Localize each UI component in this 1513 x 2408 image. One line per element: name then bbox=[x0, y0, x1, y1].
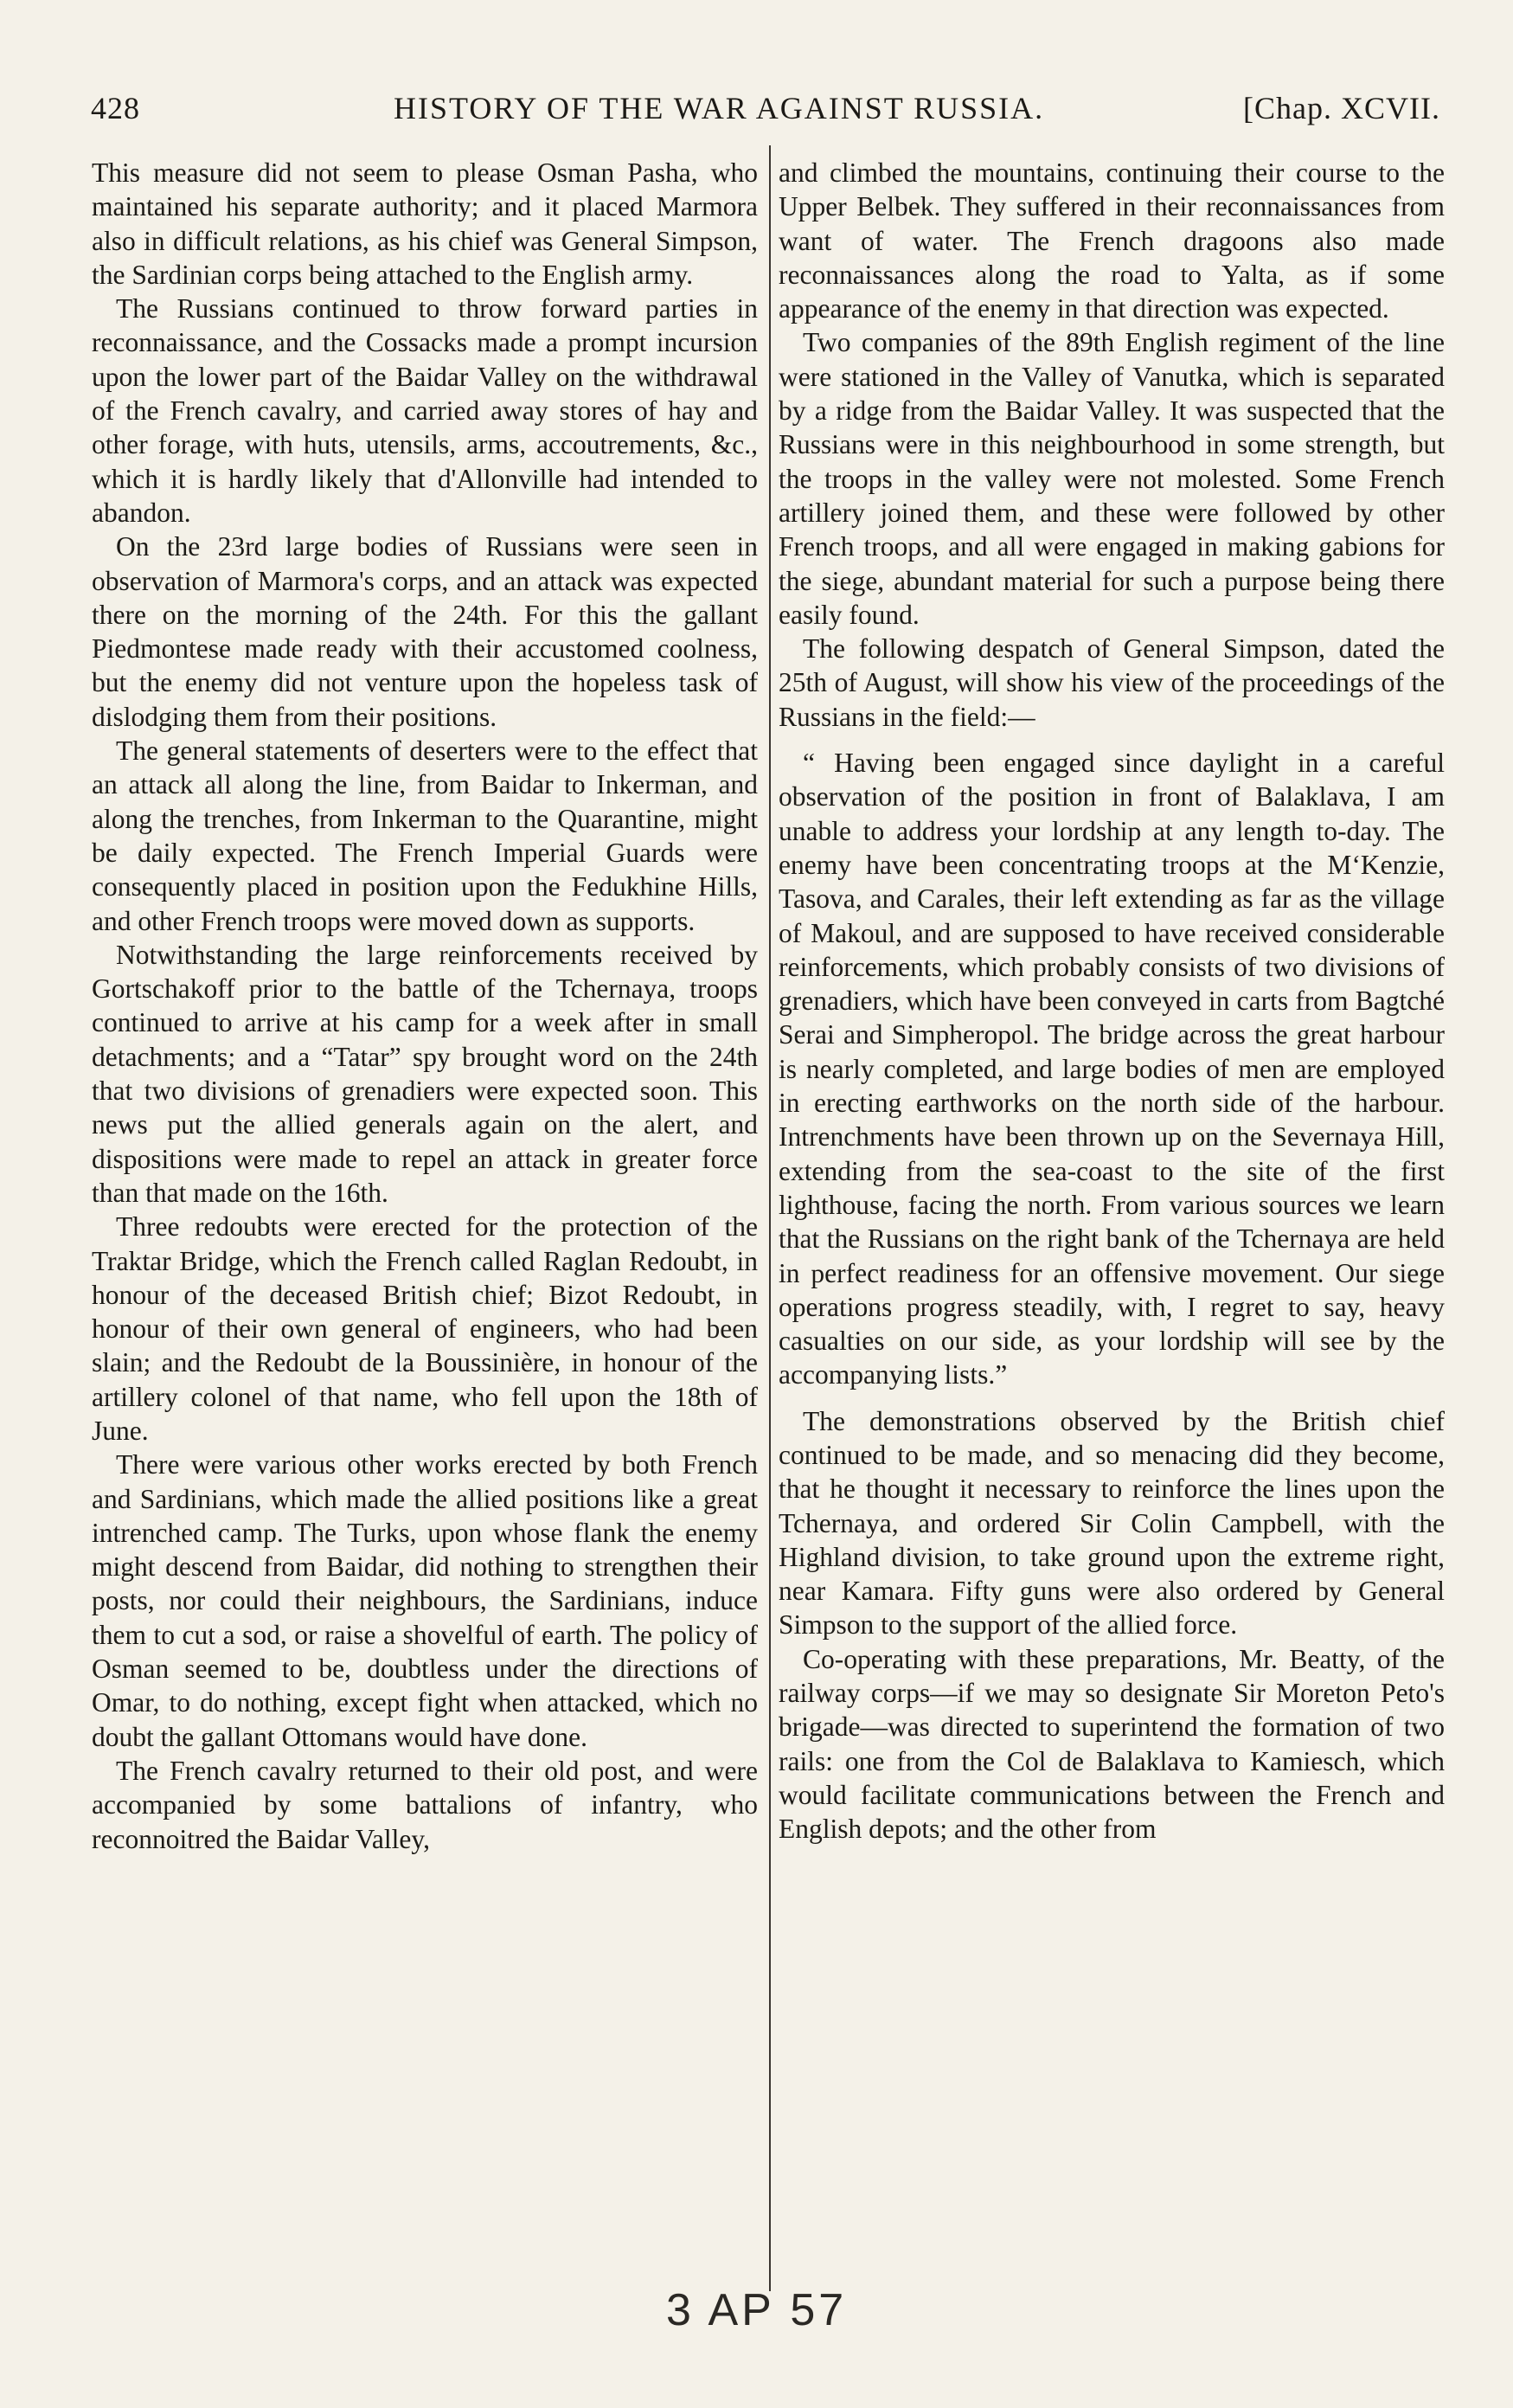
page-number: 428 bbox=[91, 91, 140, 125]
paragraph: On the 23rd large bodies of Russians were seen in observation of Marmora's corps, and an attack was expected there on the morning of the 24th. For this the gallant Piedmontese made ready with their accustomed coolness, but the enemy did not venture upon the hopeless task of dislodging them from their positions. bbox=[92, 531, 758, 732]
paragraph: There were various other works erected by both French and Sardinians, which made the allied positions like a great intrenched camp. The Turks, upon whose flank the enemy might descend from Baidar, did nothing to strengthen their posts, nor could their neighbours, the Sardinians, induce them to cut a sod, or raise a shovelful of earth. The policy of Osman seemed to be, doubtless under the directions of Omar, to do nothing, except fight when attacked, which no doubt the gallant Ottomans would have done. bbox=[92, 1449, 758, 1752]
column-divider bbox=[769, 145, 771, 2291]
paragraph: This measure did not seem to please Osman Pasha, who maintained his separate authority; and it placed Marmora also in difficult relations, as his chief was General Simpson, the Sardinian corps being attached to the English army. bbox=[92, 157, 758, 290]
paragraph: The demonstrations observed by the British chief continued to be made, and so menacing did they become, that he thought it necessary to reinforce the lines upon the Tchernaya, and ordered Sir Colin Campbell, with the Highland division, to take ground upon the extreme right, near Kamara. Fifty guns were also ordered by General Simpson to the support of the allied force. bbox=[779, 1405, 1445, 1641]
right-column bbox=[779, 156, 1445, 2284]
paragraph: Co-operating with these preparations, Mr. Beatty, of the railway corps—if we may so designate Sir Moreton Peto's brigade—was directed to superintend the formation of two rails: one from the Col de Balaklava to Kamiesch, which would facilitate communications between the French and English depots; and the other from bbox=[779, 1643, 1445, 1845]
paragraph: Two companies of the 89th English regiment of the line were stationed in the Valley of Vanutka, which is separated by a ridge from the Baidar Valley. It was suspected that the Russians were in this neighbourhood in some strength, but the troops in the valley were not molested. Some French artillery joined them, and these were followed by other French troops, and all were engaged in making gabions for the siege, abundant material for such a purpose being there easily found. bbox=[779, 327, 1445, 630]
left-column bbox=[92, 156, 758, 2284]
chapter-label: [Chap. XCVII. bbox=[1243, 91, 1440, 125]
paragraph: The following despatch of General Simpson, dated the 25th of August, will show his view of the proceedings of the Russians in the field:— bbox=[779, 633, 1445, 732]
paragraph: The French cavalry returned to their old post, and were accompanied by some battalions of infantry, who reconnoitred the Baidar Valley, bbox=[92, 1755, 758, 1854]
running-title: HISTORY OF THE WAR AGAINST RUSSIA. bbox=[394, 91, 1045, 125]
paragraph: The general statements of deserters were to the effect that an attack all along the line, from Baidar to Inkerman, and along the trenches, from Inkerman to the Quarantine, might be daily expected. The French Imperial Guards were consequently placed in position upon the Fedukhine Hills, and other French troops were moved down as supports. bbox=[92, 735, 758, 936]
paragraph: Notwithstanding the large reinforcements received by Gortschakoff prior to the battle of the Tchernaya, troops continued to arrive at his camp for a week after in small detachments; and a “Tatar” spy brought word on the 24th that two divisions of grenadiers were expected soon. This news put the allied generals again on the alert, and dispositions were made to repel an attack in greater force than that made on the 16th. bbox=[92, 939, 758, 1208]
paragraph: and climbed the mountains, continuing their course to the Upper Belbek. They suffered in their reconnaissances from want of water. The French dragoons also made reconnaissances along the road to Yalta, as if some appearance of the enemy in that direction was expected. bbox=[779, 157, 1445, 324]
paragraph: Three redoubts were erected for the protection of the Traktar Bridge, which the French called Raglan Redoubt, in honour of the deceased British chief; Bizot Redoubt, in honour of their own general of engineers, who had been slain; and the Redoubt de la Boussinière, in honour of the artillery colonel of that name, who fell upon the 18th of June. bbox=[92, 1211, 758, 1446]
signature-mark: 3 AP 57 bbox=[666, 2285, 848, 2335]
paragraph: The Russians continued to throw forward parties in reconnaissance, and the Cossacks made a prompt incursion upon the lower part of the Baidar Valley on the withdrawal of the French cavalry, and carried away stores of hay and other forage, with huts, utensils, arms, accoutrements, &c., which it is hardly likely that d'Allonville had intended to abandon. bbox=[92, 293, 758, 528]
despatch-quote: “ Having been engaged since daylight in a careful observation of the position in front of Balaklava, I am unable to address your lordship at any length to-day. The enemy have been concentrating troops at the M‘Kenzie, Tasova, and Carales, their left extending as far as the village of Makoul, and are supposed to have received considerable reinforcements, which probably consists of two divisions of grenadiers, which have been conveyed in carts from Bagtché Serai and Simpheropol. The bridge across the great harbour is nearly completed, and large bodies of men are employed in erecting earthworks on the north side of the harbour. Intrenchments have been thrown up on the Severnaya Hill, extending from the sea-coast to the site of the first lighthouse, facing the north. From various sources we learn that the Russians on the right bank of the Tchernaya are held in perfect readiness for an offensive movement. Our siege operations progress steadily, with, I regret to say, heavy casualties on our side, as your lordship will see by the accompanying lists.” bbox=[779, 748, 1445, 1390]
running-header bbox=[91, 90, 1440, 133]
